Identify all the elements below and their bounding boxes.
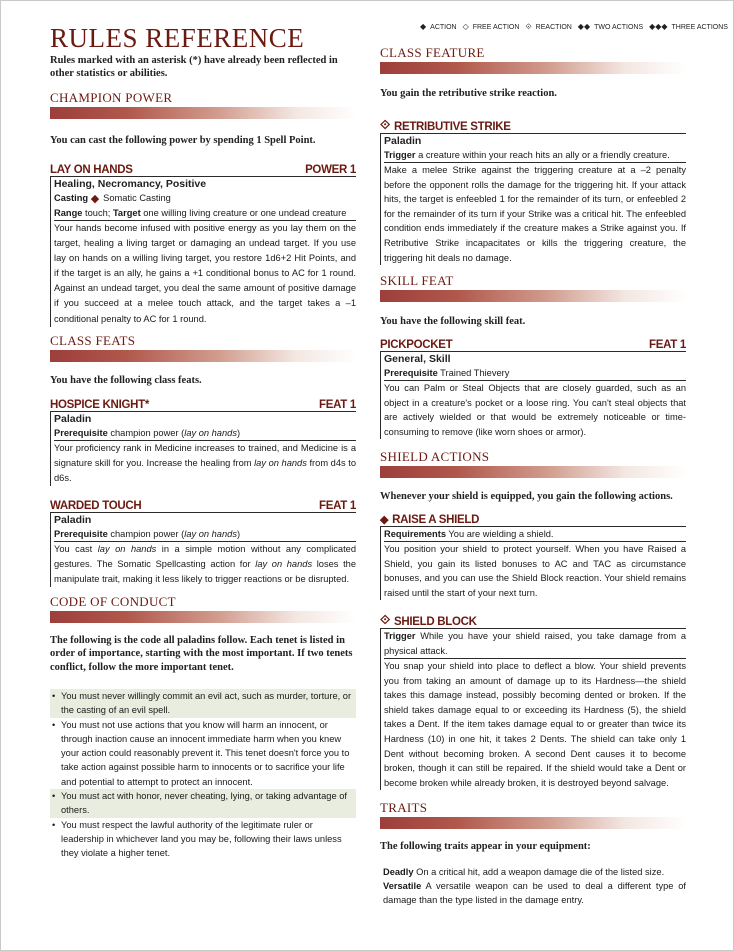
page-title: RULES REFERENCE xyxy=(50,23,305,53)
entry-body xyxy=(50,412,356,486)
trait-versatile xyxy=(383,879,686,908)
champion-power-section xyxy=(50,90,356,119)
prerequisite-value: Trained Thievery xyxy=(440,368,510,378)
two-actions-icon: ◆◆ xyxy=(577,22,591,31)
tenet-item: • You must not use actions that you know will harm an innocent, or through inaction cause an innocent immediate harm when you knew your action could reasonably prevent it. This tenet doesn't force you to take action against possible harm to innocents or to sacrifice your life and potential to attempt to protect an innocent. xyxy=(50,718,356,789)
section-heading: CODE OF CONDUCT xyxy=(50,594,176,609)
section-heading: CHAMPION POWER xyxy=(50,90,173,105)
target-value: one willing living creature or one undead creature xyxy=(143,208,347,218)
description-text-end: loses the manipulate trait, making it less likely to trigger reactions or be disrupted. xyxy=(54,559,356,584)
section-heading-bar xyxy=(50,611,356,623)
description-text-end: from d4s to d6s. xyxy=(54,458,357,483)
action-icon: ◆ xyxy=(420,22,427,31)
range-label: Range xyxy=(54,208,83,218)
class-feats-section xyxy=(50,333,356,362)
entry-name: SHIELD BLOCK xyxy=(393,616,477,628)
entry-name: LAY ON HANDS xyxy=(50,164,133,176)
legend-action-label: ACTION xyxy=(430,24,457,31)
description-text-mid: in a simple motion without any complicated gestures. The Somatic Spellcasting action for xyxy=(54,544,357,569)
section-heading-bar xyxy=(50,107,356,119)
prerequisite-value: champion power ( xyxy=(110,529,185,539)
entry-description xyxy=(54,542,356,587)
code-of-conduct-section xyxy=(50,594,356,623)
prerequisite-spell: lay on hands xyxy=(184,428,237,438)
tenet-item: • You must never willingly commit an evil act, such as murder, torture, or the casting of an evil spell. xyxy=(50,689,356,718)
description-spell: lay on hands xyxy=(254,458,307,468)
tenet-item: • You must act with honor, never cheating, lying, or taking advantage of others. xyxy=(50,789,356,818)
entry-tag: FEAT 1 xyxy=(649,339,686,351)
entry-tag: FEAT 1 xyxy=(319,500,356,512)
legend-free-action-label: FREE ACTION xyxy=(472,24,520,31)
free-action-icon: ◇ xyxy=(462,22,469,31)
intro-note: Rules marked with an asterisk (*) have already been reflected in other statistics or abilities. xyxy=(50,55,338,79)
description-spell-2: lay on hands xyxy=(255,559,313,569)
prerequisite-spell: lay on hands xyxy=(184,529,237,539)
entry-header xyxy=(50,397,356,412)
traits-lead: The following traits appear in your equipment: xyxy=(380,841,591,852)
tenet-list xyxy=(50,689,356,861)
code-of-conduct-lead: The following is the code all paladins follow. Each tenet is listed in order of importance, starting with the most important. If two tenets conflict, follow the more important tenet. xyxy=(50,635,353,673)
entry-description: Make a melee Strike against the triggering creature at a –2 penalty before the opponent rolls the damage for the triggering hit. If your attack hits, the target is enfeebled 1 for the remainder of its turn, or enfeebled 2 for the remainder of its turn if your Strike was a critical hit. The enfeebled condition ends immediately if the creature makes a Strike against you. If Retributive Strike incapacitates or kills the triggering creature, the triggering hit deals no damage. xyxy=(384,165,686,263)
entry-name: WARDED TOUCH xyxy=(50,500,142,512)
skill-feat-lead: You have the following skill feat. xyxy=(380,316,526,327)
action-icon: ◆ xyxy=(380,514,389,526)
requirements-label: Requirements xyxy=(384,529,446,539)
pickpocket-entry xyxy=(380,337,686,439)
skill-feat-section xyxy=(380,273,686,302)
entry-traits: General, Skill xyxy=(384,353,451,365)
entry-description: You snap your shield into place to deflect a blow. Your shield prevents you from taking an amount of damage up to its Hardness—the shield takes this damage instead, possibly becoming dented or broken. If the shield takes damage equal to or exceeding its Hardness (5), the shield takes a Dent. If the item takes damage equal to or greater than twice its Hardness (10) in one hit, it takes 2 Dents. The shield can take only 1 Dent without becoming broken. A second Dent causes it to become broken, though it can still be repaired. If the shield would take a Dent or become broken while already broken, it is destroyed beyond salvage. xyxy=(384,661,686,788)
class-feature-lead: You gain the retributive strike reaction. xyxy=(380,88,557,99)
trigger-value: a creature within your reach hits an ally or a friendly creature. xyxy=(418,150,670,160)
target-label: Target xyxy=(112,208,141,218)
description-text: Your proficiency rank in Medicine increases to trained, and Medicine is a signature skill for you. Increase the healing from xyxy=(54,443,356,468)
entry-traits: Paladin xyxy=(54,514,92,526)
raise-a-shield-entry xyxy=(380,512,686,600)
casting-value: Somatic Casting xyxy=(103,193,171,203)
reaction-icon: ⟐ xyxy=(380,612,390,627)
section-heading: TRAITS xyxy=(380,800,428,815)
trait-label: Versatile xyxy=(383,881,422,891)
entry-body xyxy=(380,527,686,600)
range-value: touch; xyxy=(85,208,111,218)
prerequisite-label: Prerequisite xyxy=(384,368,438,378)
trigger-line xyxy=(384,148,686,163)
entry-name: HOSPICE KNIGHT* xyxy=(50,399,150,411)
section-heading-bar xyxy=(380,817,686,829)
section-heading-bar xyxy=(380,466,686,478)
trait-description: On a critical hit, add a weapon damage die of the listed size. xyxy=(416,867,665,877)
shield-actions-section xyxy=(380,449,686,478)
entry-body xyxy=(380,133,686,265)
entry-traits: Paladin xyxy=(384,135,422,147)
entry-description: You can Palm or Steal Objects that are closely guarded, such as an object in a creature's pocket or a loose ring. You can't steal objects that are actively wielded or that would be extremely noticeable or time-consuming to remove (like worn shoes or armor). xyxy=(384,383,686,437)
entry-header xyxy=(380,118,686,133)
entry-body xyxy=(50,513,356,587)
section-heading-bar xyxy=(380,290,686,302)
trigger-line xyxy=(384,629,686,659)
entry-body xyxy=(50,177,356,327)
entry-header xyxy=(50,498,356,513)
section-heading-bar xyxy=(50,350,356,362)
reaction-icon: ⟐ xyxy=(380,117,390,132)
shield-actions-lead: Whenever your shield is equipped, you gain the following actions. xyxy=(380,491,673,502)
trait-label: Deadly xyxy=(383,867,414,877)
trait-description: A versatile weapon can be used to deal a different type of damage than the type listed in the damage entry. xyxy=(383,881,686,906)
entry-header xyxy=(380,337,686,352)
section-heading: SHIELD ACTIONS xyxy=(380,449,490,464)
entry-tag: FEAT 1 xyxy=(319,399,356,411)
section-heading: CLASS FEATS xyxy=(50,333,136,348)
requirements-value: You are wielding a shield. xyxy=(448,529,554,539)
entry-traits: Paladin xyxy=(54,413,92,425)
trigger-label: Trigger xyxy=(384,150,416,160)
requirements-line xyxy=(384,527,686,542)
entry-name: PICKPOCKET xyxy=(380,339,453,351)
action-legend xyxy=(420,22,728,32)
warded-touch-entry xyxy=(50,498,356,587)
entry-body xyxy=(380,352,686,439)
legend-two-actions-label: TWO ACTIONS xyxy=(594,24,644,31)
casting-line xyxy=(54,191,356,206)
entry-description: Your hands become infused with positive energy as you lay them on the target, healing a living target or damaging an undead target. If you use lay on hands on a willing living target, you restore 1d6+2 Hit Points, and if the target is an ally, he gains a +1 conditional bonus to AC for 1 round. Against an undead target, you deal the same amount of positive damage if you succeed at a melee touch attack, and the target takes a –1 conditional penalty to AC for 1 round. xyxy=(54,223,356,324)
entry-name: RETRIBUTIVE STRIKE xyxy=(393,121,511,133)
class-feature-section xyxy=(380,45,686,74)
description-text: You cast xyxy=(54,544,98,554)
entry-body xyxy=(380,629,686,790)
prerequisite-value: champion power ( xyxy=(110,428,185,438)
entry-header xyxy=(380,614,686,629)
entry-header xyxy=(50,162,356,177)
section-heading-bar xyxy=(380,62,686,74)
entry-tag: POWER 1 xyxy=(305,164,356,176)
trigger-value: While you have your shield raised, you take damage from a physical attack. xyxy=(384,631,686,656)
champion-power-lead: You can cast the following power by spending 1 Spell Point. xyxy=(50,135,316,146)
description-spell: lay on hands xyxy=(97,544,157,554)
entry-header xyxy=(380,512,686,527)
three-actions-icon: ◆◆◆ xyxy=(649,22,668,31)
reaction-icon: ⟐ xyxy=(525,22,532,31)
tenet-item: • You must respect the lawful authority of the legitimate ruler or leadership in whichever land you may be, following their laws unless they violate a higher tenet. xyxy=(50,818,356,861)
prerequisite-value-end: ) xyxy=(236,529,241,539)
prerequisite-label: Prerequisite xyxy=(54,529,108,539)
shield-block-entry xyxy=(380,614,686,790)
trait-deadly xyxy=(383,865,686,879)
entry-traits: Healing, Necromancy, Positive xyxy=(54,178,207,190)
prerequisite-label: Prerequisite xyxy=(54,428,108,438)
entry-description xyxy=(54,441,356,486)
section-heading: SKILL FEAT xyxy=(380,273,454,288)
retributive-strike-entry xyxy=(380,118,686,265)
entry-name: RAISE A SHIELD xyxy=(392,514,480,526)
trigger-label: Trigger xyxy=(384,631,416,641)
section-heading: CLASS FEATURE xyxy=(380,45,485,60)
traits-section xyxy=(380,800,686,829)
legend-reaction-label: REACTION xyxy=(535,24,572,31)
prerequisite-line xyxy=(384,366,686,381)
action-icon: ◆ xyxy=(90,193,100,205)
lay-on-hands-entry xyxy=(50,162,356,327)
prerequisite-line xyxy=(54,426,356,441)
prerequisite-value-end: ) xyxy=(236,428,241,438)
class-feats-lead: You have the following class feats. xyxy=(50,375,202,386)
hospice-knight-entry xyxy=(50,397,356,486)
range-target-line xyxy=(54,206,356,221)
casting-label: Casting xyxy=(54,193,89,203)
entry-description: You position your shield to protect yourself. When you have Raised a Shield, you gain its listed bonuses to AC and TAC as circumstance bonuses, and you can use the Shield Block reaction. Your shield remains raised until the start of your next turn. xyxy=(384,544,686,598)
prerequisite-line xyxy=(54,527,356,542)
legend-three-actions-label: THREE ACTIONS xyxy=(671,24,728,31)
